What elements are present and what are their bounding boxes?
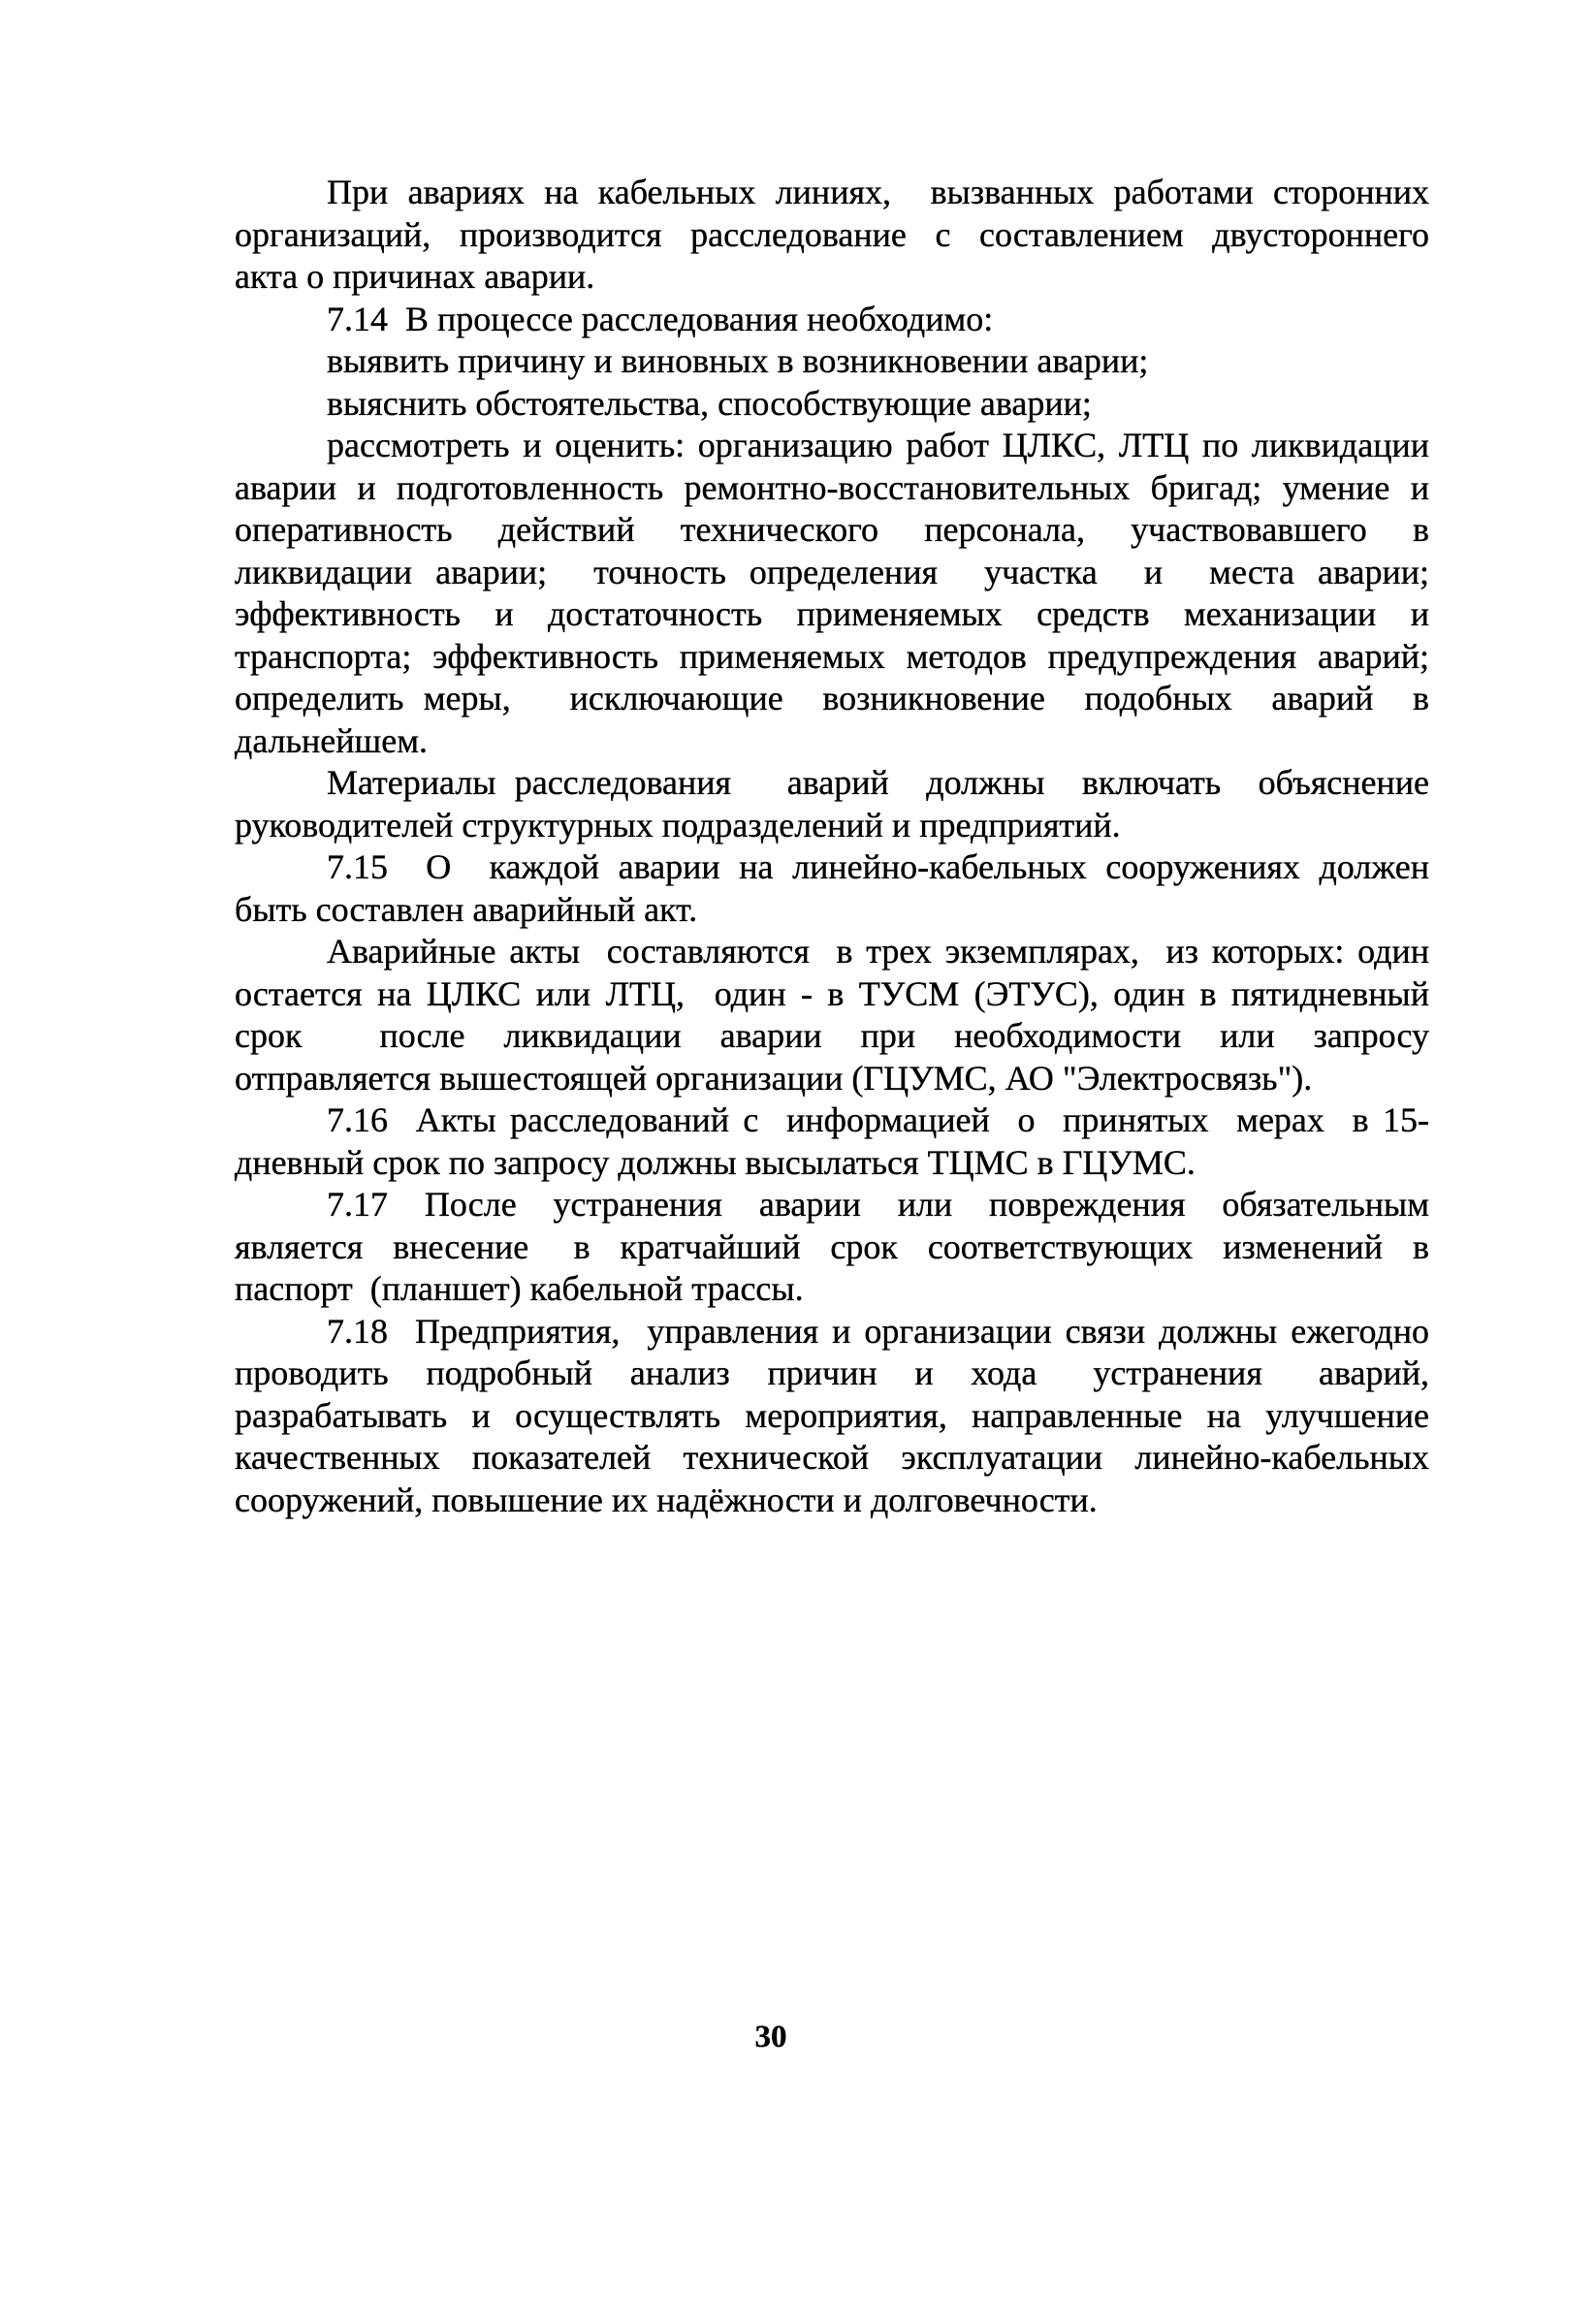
text-line: аварии и подготовленность ремонтно-восстановительных бригад; умение и — [235, 467, 1429, 507]
text-line: оперативность действий технического персонала, участвовавшего в — [235, 510, 1429, 549]
text-line: выявить причину и виновных в возникновении аварии; — [327, 341, 1149, 380]
text-line: дневный срок по запросу должны высылаться ТЦМС в ГЦУМС. — [235, 1142, 1196, 1182]
page-number: 30 — [754, 2020, 787, 2054]
text-line: транспорта; эффективность применяемых методов предупреждения аварий; — [235, 636, 1429, 676]
text-line: 7.18 Предприятия, управления и организации связи должны ежегодно — [327, 1311, 1429, 1351]
text-line: является внесение в кратчайший срок соответствующих изменений в — [235, 1226, 1429, 1266]
text-line: 7.15 О каждой аварии на линейно-кабельных сооружениях должен — [327, 847, 1429, 886]
text-line: остается на ЦЛКС или ЛТЦ, один - в ТУСМ (ЭТУС), один в пятидневный — [235, 973, 1429, 1013]
text-line: паспорт (планшет) кабельной трассы. — [235, 1269, 804, 1308]
text-line: При авариях на кабельных линиях, вызванных работами сторонних — [327, 173, 1429, 211]
text-line: Аварийные акты составляются в трех экземплярах, из которых: один — [327, 932, 1429, 971]
text-line: проводить подробный анализ причин и хода устранения аварий, — [235, 1353, 1429, 1392]
text-line: качественных показателей технической эксплуатации линейно-кабельных — [235, 1438, 1429, 1477]
text-line: руководителей структурных подразделений и предприятий. — [235, 805, 1121, 844]
text-line: быть составлен аварийный акт. — [235, 889, 698, 929]
text-line: разрабатывать и осуществлять мероприятия, направленные на улучшение — [235, 1395, 1429, 1435]
text-line: сооружений, повышение их надёжности и долговечности. — [235, 1480, 1098, 1519]
text-line: дальнейшем. — [235, 720, 428, 760]
text-line: 7.16 Акты расследований с информацией о принятых мерах в 15- — [327, 1100, 1429, 1139]
text-line: срок после ликвидации аварии при необходимости или запросу — [235, 1016, 1429, 1055]
text-line: рассмотреть и оценить: организацию работ ЦЛКС, ЛТЦ по ликвидации — [327, 426, 1429, 464]
text-line: отправляется вышестоящей организации (ГЦУМС, АО "Электросвязь"). — [235, 1058, 1313, 1098]
text-line: 7.14 В процессе расследования необходимо: — [327, 299, 994, 338]
text-line: акта о причинах аварии. — [235, 257, 595, 296]
text-line: эффективность и достаточность применяемых средств механизации и — [235, 594, 1429, 633]
text-line: определить меры, исключающие возникновение подобных аварий в — [235, 679, 1429, 717]
text-line: ликвидации аварии; точность определения участка и места аварии; — [235, 552, 1429, 591]
text-line: 7.17 После устранения аварии или повреждения обязательным — [327, 1185, 1429, 1224]
text-line: выяснить обстоятельства, способствующие аварии; — [327, 383, 1092, 423]
text-line: Материалы расследования аварий должны включать объяснение — [327, 763, 1429, 802]
document-text — [235, 172, 1429, 1521]
text-line: организаций, производится расследование с составлением двустороннего — [235, 214, 1429, 254]
